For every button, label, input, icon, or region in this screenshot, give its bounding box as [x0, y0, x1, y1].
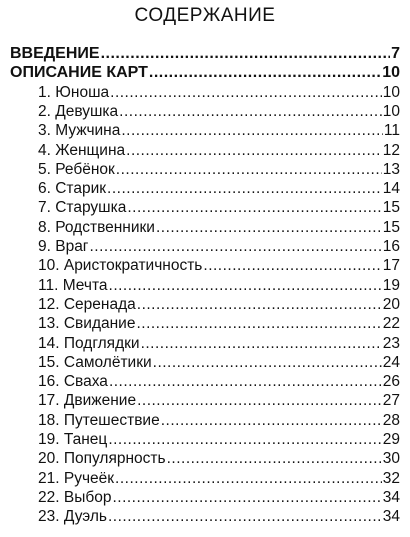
toc-dot-leader [112, 488, 381, 508]
toc-dot-leader [101, 44, 391, 64]
toc-item-entry [38, 353, 400, 373]
toc-entry-label: 8. Родственники [38, 218, 155, 236]
toc-entry-label: 15. Самолётики [38, 353, 152, 371]
toc-dot-leader [126, 141, 382, 161]
toc-page-number: 11 [383, 122, 400, 140]
toc-page-number: 24 [382, 353, 400, 371]
toc-dot-leader [136, 314, 381, 334]
toc-item-entry [38, 83, 400, 103]
toc-item-entry [38, 430, 400, 450]
toc-section-entry [10, 63, 400, 83]
toc-entry-label: ОПИСАНИЕ КАРТ [10, 64, 148, 82]
toc-entry-label: 23. Дуэль [38, 508, 107, 526]
toc-page-number: 7 [391, 45, 400, 62]
toc-item-entry [38, 121, 400, 141]
toc-item-entry [38, 295, 400, 315]
toc-dot-leader [149, 63, 381, 83]
toc-entry-label: 21. Ручеёк [38, 469, 115, 487]
toc-page-number: 26 [382, 373, 400, 391]
toc-entry-label: 2. Девушка [38, 102, 119, 120]
toc-page-number: 23 [382, 334, 400, 352]
toc-dot-leader [89, 237, 381, 257]
toc-entry-label: 18. Путешествие [38, 411, 160, 429]
toc-dot-leader [115, 469, 382, 489]
toc-item-entry [38, 218, 400, 238]
toc-page-number: 30 [382, 450, 400, 468]
toc-entry-label: 20. Популярность [38, 450, 166, 468]
toc-entry-label: 22. Выбор [38, 488, 112, 506]
toc-entry-label: 3. Мужчина [38, 122, 121, 140]
toc-page-number: 12 [382, 141, 400, 159]
toc-item-entry [38, 507, 400, 527]
toc-entry-label: 16. Сваха [38, 373, 108, 391]
toc-page-number: 28 [382, 411, 400, 429]
toc-page-number: 34 [382, 508, 400, 526]
toc-page-number: 32 [382, 469, 400, 487]
toc-item-entry [38, 160, 400, 180]
toc-page-number: 29 [382, 431, 400, 448]
toc-item-entry [38, 411, 400, 431]
toc-dot-leader [108, 430, 381, 450]
toc-item-entry [38, 102, 400, 122]
toc-item-entry [38, 449, 400, 469]
toc-page-number: 27 [382, 392, 400, 410]
toc-entry-label: 19. Танец [38, 431, 108, 448]
toc-entry-label: 4. Женщина [38, 141, 126, 159]
toc-item-entry [38, 179, 400, 199]
toc-entry-label: 1. Юноша [38, 83, 110, 101]
toc-page-number: 22 [382, 315, 400, 333]
toc-item-entry [38, 488, 400, 508]
toc-section-entry [10, 44, 400, 64]
toc-entry-label: 6. Старик [38, 180, 107, 198]
toc-entry-label: 17. Движение [38, 392, 137, 410]
toc-entry-label: ВВЕДЕНИЕ [10, 45, 100, 62]
toc-entry-label: 13. Свидание [38, 315, 136, 333]
toc-title: СОДЕРЖАНИЕ [134, 5, 276, 26]
toc-item-entry [38, 391, 400, 411]
toc-page-number: 10 [382, 83, 400, 101]
toc-item-entry [38, 334, 400, 354]
toc-page-number: 10 [382, 64, 400, 82]
toc-page-number: 15 [382, 199, 400, 217]
toc-dot-leader [108, 507, 382, 527]
toc-dot-leader [141, 334, 382, 354]
toc-dot-leader [116, 160, 382, 180]
toc-page-number: 16 [382, 238, 400, 255]
toc-item-entry [38, 237, 400, 257]
toc-dot-leader [137, 295, 382, 315]
toc-page-number: 14 [382, 180, 400, 198]
toc-dot-leader [121, 121, 383, 141]
toc-dot-leader [156, 218, 382, 238]
toc-item-entry [38, 372, 400, 392]
toc-dot-leader [153, 353, 382, 373]
toc-entry-label: 7. Старушка [38, 199, 127, 217]
toc-entry-label: 5. Ребёнок [38, 160, 115, 178]
toc-dot-leader [119, 102, 382, 122]
toc-dot-leader [109, 372, 382, 392]
toc-item-entry [38, 256, 400, 276]
toc-dot-leader [109, 276, 382, 296]
toc-page-number: 19 [382, 276, 400, 294]
toc-dot-leader [110, 83, 382, 103]
toc-entry-label: 12. Серенада [38, 295, 136, 313]
toc-dot-leader [107, 179, 382, 199]
toc-item-entry [38, 141, 400, 161]
toc-page-number: 15 [382, 218, 400, 236]
toc-entry-label: 10. Аристократичность [38, 257, 203, 275]
toc-item-entry [38, 276, 400, 296]
toc-dot-leader [161, 411, 382, 431]
toc-entry-label: 11. Мечта [38, 276, 108, 294]
toc-entry-label: 9. Враг [38, 238, 89, 255]
toc-item-entry [38, 469, 400, 489]
toc-page-number: 10 [382, 102, 400, 120]
toc-dot-leader [127, 198, 381, 218]
toc-item-entry [38, 314, 400, 334]
toc-dot-leader [203, 256, 381, 276]
toc-entry-label: 14. Подглядки [38, 334, 140, 352]
toc-item-entry [38, 198, 400, 218]
toc-page-number: 20 [382, 295, 400, 313]
toc-page-number: 17 [382, 257, 400, 275]
toc-dot-leader [137, 391, 382, 411]
toc-page-number: 13 [382, 160, 400, 178]
toc-page-number: 34 [382, 488, 400, 506]
toc-dot-leader [167, 449, 382, 469]
